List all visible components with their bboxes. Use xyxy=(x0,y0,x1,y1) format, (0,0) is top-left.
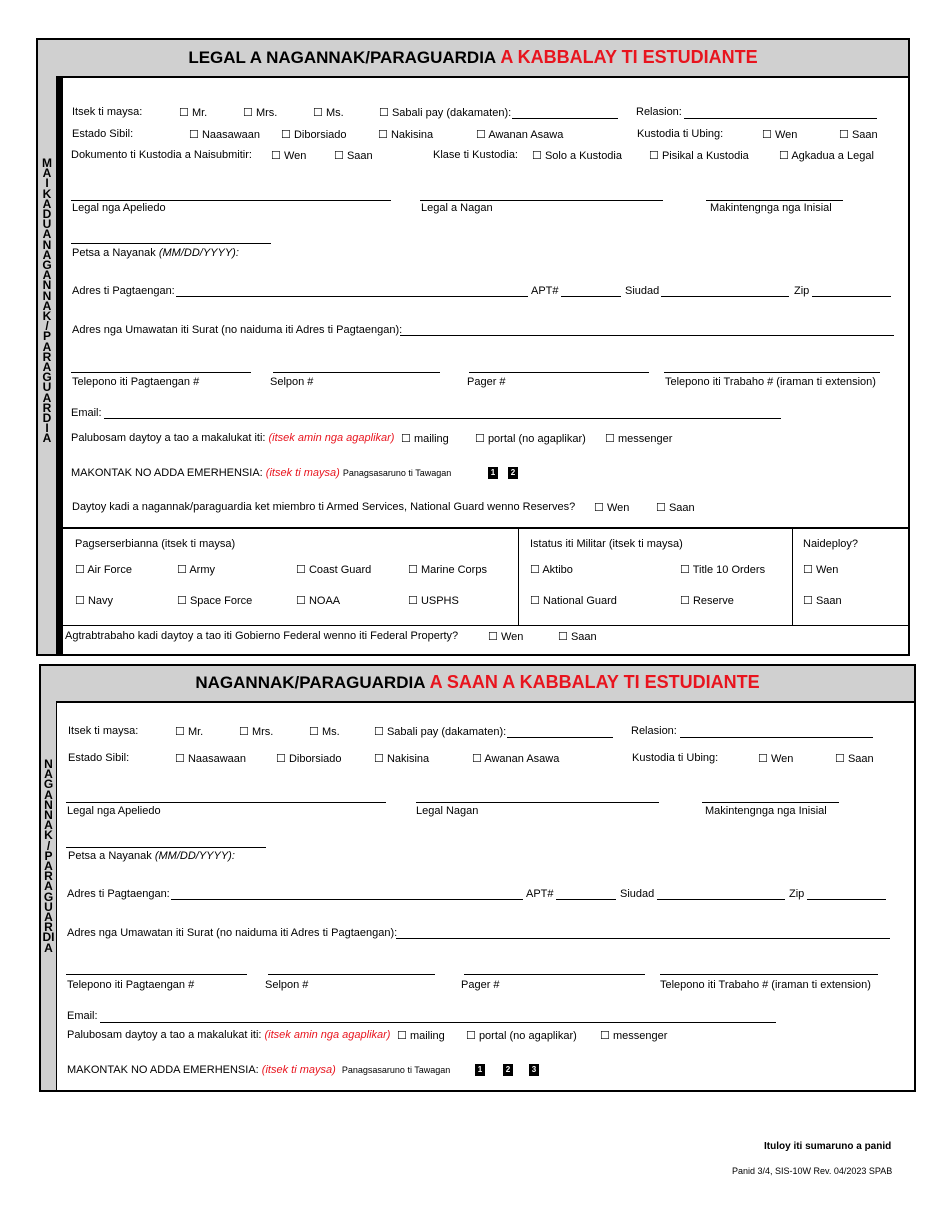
checkbox-custody-yes[interactable]: ☐ Wen xyxy=(762,129,798,141)
apt-field[interactable] xyxy=(561,296,621,297)
side-letter: N xyxy=(44,797,53,812)
checkbox-divorced[interactable]: ☐ Diborsiado xyxy=(281,129,347,141)
home-phone-field-2[interactable] xyxy=(66,974,247,975)
side-letter: U xyxy=(44,899,53,914)
middle-initial-label-2: Makintengnga nga Inisial xyxy=(705,805,827,817)
dob-label-2: Petsa a Nayanak (MM/DD/YYYY): xyxy=(68,850,235,862)
checkbox-mr[interactable]: ☐ Mr. xyxy=(179,107,208,119)
side-letter: A xyxy=(44,767,53,782)
email-field-2[interactable] xyxy=(100,1022,776,1023)
side-letter: K xyxy=(42,186,52,201)
side-letter: A xyxy=(42,431,52,446)
checkbox-portal-2[interactable]: ☐ portal (no agaplikar) xyxy=(466,1030,577,1042)
page-footer: Panid 3/4, SIS-10W Rev. 04/2023 SPAB xyxy=(732,1166,893,1176)
checkbox-coastguard[interactable]: ☐ Coast Guard xyxy=(296,564,372,576)
marital-label: Estado Sibil: xyxy=(72,128,134,140)
side-letter: K xyxy=(42,309,52,324)
pager-label: Pager # xyxy=(467,376,506,388)
emergency-order-2-2[interactable]: 2 xyxy=(503,1064,513,1076)
checkbox-reserve[interactable]: ☐ Reserve xyxy=(680,595,734,607)
side-letter: A xyxy=(44,859,53,874)
checkbox-deployed-yes[interactable]: ☐ Wen xyxy=(803,564,839,576)
custody-doc-label: Dokumento ti Kustodia a Naisubmitir: xyxy=(71,149,252,161)
pager-field-2[interactable] xyxy=(464,974,645,975)
side-letter: N xyxy=(44,757,53,771)
side-letter: A xyxy=(42,268,52,283)
checkbox-doc-yes[interactable]: ☐ Wen xyxy=(271,150,307,162)
dob-field-2[interactable] xyxy=(66,847,266,848)
side-label xyxy=(38,76,57,654)
work-phone-field-2[interactable] xyxy=(660,974,878,975)
checkbox-separated-2[interactable]: ☐ Nakisina xyxy=(374,753,430,765)
checkbox-portal[interactable]: ☐ portal (no agaplikar) xyxy=(475,433,586,445)
armed-services-question: Daytoy kadi a nagannak/paraguardia ket miembro ti Armed Services, National Guard wenno Reserves? xyxy=(72,501,576,513)
first-name-field[interactable] xyxy=(420,200,663,201)
section-header xyxy=(41,666,914,703)
side-letter: N xyxy=(42,237,52,252)
side-letter: U xyxy=(42,380,52,395)
side-letter: A xyxy=(44,940,53,955)
side-letter: A xyxy=(44,910,53,925)
address-label-2: Adres ti Pagtaengan: xyxy=(67,888,170,900)
work-phone-field[interactable] xyxy=(664,372,880,373)
home-phone-field[interactable] xyxy=(71,372,251,373)
side-letter: R xyxy=(42,400,52,415)
header-title-red: A SAAN A KABBALAY TI ESTUDIANTE xyxy=(429,672,760,692)
checkbox-ms-2[interactable]: ☐ Ms. xyxy=(309,726,340,738)
side-letter: DI xyxy=(42,930,55,945)
side-letter: R xyxy=(44,869,53,884)
side-letter: A xyxy=(42,298,52,313)
side-letter: K xyxy=(44,828,53,843)
checkbox-divorced-2[interactable]: ☐ Diborsiado xyxy=(276,753,342,765)
emergency-order-3-2[interactable]: 3 xyxy=(529,1064,539,1076)
side-letter: N xyxy=(42,278,52,293)
checkbox-armed-yes[interactable]: ☐ Wen xyxy=(594,502,630,514)
address-label: Adres ti Pagtaengan: xyxy=(72,285,175,297)
middle-initial-label: Makintengnga nga Inisial xyxy=(710,202,832,214)
side-letter: P xyxy=(42,329,51,344)
checkbox-mailing[interactable]: ☐ mailing xyxy=(401,433,449,445)
side-letter: R xyxy=(42,349,52,364)
emergency-label: MAKONTAK NO ADDA EMERHENSIA: (itsek ti maysa) Panagsasaruno ti Tawagan xyxy=(71,467,452,479)
checkbox-messenger-2[interactable]: ☐ messenger xyxy=(600,1030,668,1042)
checkbox-mrs[interactable]: ☐ Mrs. xyxy=(243,107,278,119)
military-table-bottom-line xyxy=(63,625,908,626)
first-name-label-2: Legal Nagan xyxy=(416,805,479,817)
checkbox-physical[interactable]: ☐ Pisikal a Kustodia xyxy=(649,150,749,162)
apt-label: APT# xyxy=(531,285,559,297)
military-status-header: Istatus iti Militar (itsek ti maysa) xyxy=(530,538,683,550)
access-label-2: Palubosam daytoy a tao a makalukat iti: (itsek amin nga agaplikar) xyxy=(67,1029,391,1041)
side-letter: A xyxy=(42,196,52,211)
home-phone-label-2: Telepono iti Pagtaengan # xyxy=(67,979,195,991)
last-name-field[interactable] xyxy=(71,200,391,201)
custody-type-label: Klase ti Kustodia: xyxy=(433,149,518,161)
checkbox-ms[interactable]: ☐ Ms. xyxy=(313,107,344,119)
emergency-label-2: MAKONTAK NO ADDA EMERHENSIA: (itsek ti maysa) Panagsasaruno ti Tawagan xyxy=(67,1064,451,1076)
mailing-address-label: Adres nga Umawatan iti Surat (no naiduma iti Adres ti Pagtaengan): xyxy=(72,324,403,336)
checkbox-married[interactable]: ☐ Naasawaan xyxy=(189,129,261,141)
side-letter: A xyxy=(42,166,52,181)
side-letter: G xyxy=(43,889,54,904)
custody-label-2: Kustodia ti Ubing: xyxy=(632,752,719,764)
address-field[interactable] xyxy=(176,296,528,297)
relation-label: Relasion: xyxy=(636,106,682,118)
checkbox-armed-no[interactable]: ☐ Saan xyxy=(656,502,695,514)
checkbox-usphs[interactable]: ☐ USPHS xyxy=(408,595,459,607)
checkbox-deployed-no[interactable]: ☐ Saan xyxy=(803,595,842,607)
city-field-2[interactable] xyxy=(657,899,785,900)
military-divider-2 xyxy=(792,527,793,625)
mailing-address-label-2: Adres nga Umawatan iti Surat (no naiduma iti Adres ti Pagtaengan): xyxy=(67,927,398,939)
federal-question: Agtrabtrabaho kadi daytoy a tao iti Gobierno Federal wenno iti Federal Property? xyxy=(65,630,459,642)
military-divider-1 xyxy=(518,527,519,625)
side-letter: N xyxy=(42,288,52,303)
pager-field[interactable] xyxy=(469,372,649,373)
cell-phone-label: Selpon # xyxy=(270,376,314,388)
side-letter: N xyxy=(44,808,53,823)
checkbox-joint[interactable]: ☐ Agkadua a Legal xyxy=(779,150,874,162)
checkbox-messenger[interactable]: ☐ messenger xyxy=(605,433,673,445)
branch-header: Pagserserbianna (itsek ti maysa) xyxy=(75,538,236,550)
deployed-header: Naideploy? xyxy=(803,538,859,550)
address-field-2[interactable] xyxy=(171,899,523,900)
first-name-field-2[interactable] xyxy=(416,802,659,803)
email-label: Email: xyxy=(71,407,102,419)
side-letter: A xyxy=(44,818,53,833)
side-letter: D xyxy=(42,411,52,426)
header-title-red: A KABBALAY TI ESTUDIANTE xyxy=(500,47,758,67)
other-title-field[interactable] xyxy=(512,118,618,119)
checkbox-single[interactable]: ☐ Awanan Asawa xyxy=(476,129,564,141)
side-letter: P xyxy=(44,848,53,863)
side-letter: A xyxy=(42,339,52,354)
title-prompt: Itsek ti maysa: xyxy=(72,106,143,118)
checkbox-other[interactable]: ☐ Sabali pay (dakamaten): xyxy=(379,107,512,119)
other-title-field-2[interactable] xyxy=(507,737,613,738)
last-name-field-2[interactable] xyxy=(66,802,386,803)
apt-field-2[interactable] xyxy=(556,899,616,900)
checkbox-married-2[interactable]: ☐ Naasawaan xyxy=(175,753,247,765)
zip-field[interactable] xyxy=(812,296,891,297)
checkbox-navy[interactable]: ☐ Navy xyxy=(75,595,113,607)
side-letter: G xyxy=(42,370,52,385)
city-label-2: Siudad xyxy=(620,888,655,900)
side-letter: / xyxy=(46,838,51,853)
side-bar-black xyxy=(57,76,63,654)
dob-label: Petsa a Nayanak (MM/DD/YYYY): xyxy=(72,247,239,259)
cell-phone-field[interactable] xyxy=(273,372,440,373)
side-letter: M xyxy=(42,156,52,170)
emergency-order-2[interactable]: 2 xyxy=(508,467,518,479)
checkbox-custody-no[interactable]: ☐ Saan xyxy=(839,129,878,141)
work-phone-label-2: Telepono iti Trabaho # (iraman ti extension) xyxy=(660,979,871,991)
side-letter: A xyxy=(42,360,52,375)
custody-label: Kustodia ti Ubing: xyxy=(637,128,724,140)
checkbox-other-2[interactable]: ☐ Sabali pay (dakamaten): xyxy=(374,726,507,738)
work-phone-label: Telepono iti Trabaho # (iraman ti extension) xyxy=(665,376,876,388)
side-letter: R xyxy=(44,920,53,935)
checkbox-mrs-2[interactable]: ☐ Mrs. xyxy=(239,726,274,738)
checkbox-single-2[interactable]: ☐ Awanan Asawa xyxy=(472,753,560,765)
checkbox-sole[interactable]: ☐ Solo a Kustodia xyxy=(532,150,622,162)
checkbox-airforce[interactable]: ☐ Air Force xyxy=(75,564,132,576)
section-header xyxy=(38,40,908,78)
checkbox-spaceforce[interactable]: ☐ Space Force xyxy=(177,595,253,607)
military-table-top-line xyxy=(63,527,908,529)
header-title-black: NAGANNAK/PARAGUARDIA xyxy=(195,673,425,692)
relation-field[interactable] xyxy=(684,118,877,119)
last-name-label-2: Legal nga Apeliedo xyxy=(67,805,161,817)
access-label: Palubosam daytoy a tao a makalukat iti: (itsek amin nga agaplikar) xyxy=(71,432,395,444)
cell-phone-label-2: Selpon # xyxy=(265,979,309,991)
checkbox-custody-no-2[interactable]: ☐ Saan xyxy=(835,753,874,765)
mailing-address-field-2[interactable] xyxy=(396,938,890,939)
side-letter: I xyxy=(45,421,49,436)
checkbox-noaa[interactable]: ☐ NOAA xyxy=(296,595,341,607)
checkbox-custody-yes-2[interactable]: ☐ Wen xyxy=(758,753,794,765)
emergency-order-1[interactable]: 1 xyxy=(488,467,498,479)
checkbox-national-guard[interactable]: ☐ National Guard xyxy=(530,595,617,607)
marital-label-2: Estado Sibil: xyxy=(68,752,130,764)
side-letter: A xyxy=(44,879,53,894)
checkbox-federal-yes[interactable]: ☐ Wen xyxy=(488,631,524,643)
cell-phone-field-2[interactable] xyxy=(268,974,435,975)
checkbox-mr-2[interactable]: ☐ Mr. xyxy=(175,726,204,738)
side-letter: A xyxy=(42,247,52,262)
apt-label-2: APT# xyxy=(526,888,554,900)
side-letter: / xyxy=(45,319,49,334)
checkbox-title10[interactable]: ☐ Title 10 Orders xyxy=(680,564,766,576)
zip-label: Zip xyxy=(794,285,810,297)
side-letter: G xyxy=(43,777,54,792)
side-label xyxy=(41,701,57,1090)
checkbox-mailing-2[interactable]: ☐ mailing xyxy=(397,1030,445,1042)
checkbox-army[interactable]: ☐ Army xyxy=(177,564,215,576)
zip-label-2: Zip xyxy=(789,888,805,900)
checkbox-doc-no[interactable]: ☐ Saan xyxy=(334,150,373,162)
side-letter: I xyxy=(45,176,49,191)
emergency-order-1-2[interactable]: 1 xyxy=(475,1064,485,1076)
continue-note: Ituloy iti sumaruno a panid xyxy=(764,1141,892,1152)
side-letter: A xyxy=(42,390,52,405)
first-name-label: Legal a Nagan xyxy=(421,202,493,214)
email-label-2: Email: xyxy=(67,1010,98,1022)
checkbox-separated[interactable]: ☐ Nakisina xyxy=(378,129,434,141)
dob-field[interactable] xyxy=(71,243,271,244)
city-field[interactable] xyxy=(661,296,789,297)
checkbox-active[interactable]: ☐ Aktibo xyxy=(530,564,573,576)
side-letter: A xyxy=(42,227,52,242)
email-field[interactable] xyxy=(104,418,781,419)
pager-label-2: Pager # xyxy=(461,979,500,991)
header-title-black: LEGAL A NAGANNAK/PARAGUARDIA xyxy=(188,48,496,67)
mailing-address-field[interactable] xyxy=(400,335,894,336)
home-phone-label: Telepono iti Pagtaengan # xyxy=(72,376,200,388)
middle-initial-field-2[interactable] xyxy=(702,802,839,803)
side-letter: U xyxy=(42,217,52,232)
side-letter: A xyxy=(44,787,53,802)
zip-field-2[interactable] xyxy=(807,899,886,900)
checkbox-federal-no[interactable]: ☐ Saan xyxy=(558,631,597,643)
side-letter: D xyxy=(42,207,52,222)
relation-field-2[interactable] xyxy=(680,737,873,738)
middle-initial-field[interactable] xyxy=(706,200,843,201)
last-name-label: Legal nga Apeliedo xyxy=(72,202,166,214)
city-label: Siudad xyxy=(625,285,660,297)
relation-label-2: Relasion: xyxy=(631,725,677,737)
checkbox-marines[interactable]: ☐ Marine Corps xyxy=(408,564,487,576)
title-prompt-2: Itsek ti maysa: xyxy=(68,725,139,737)
side-letter: G xyxy=(42,258,52,273)
